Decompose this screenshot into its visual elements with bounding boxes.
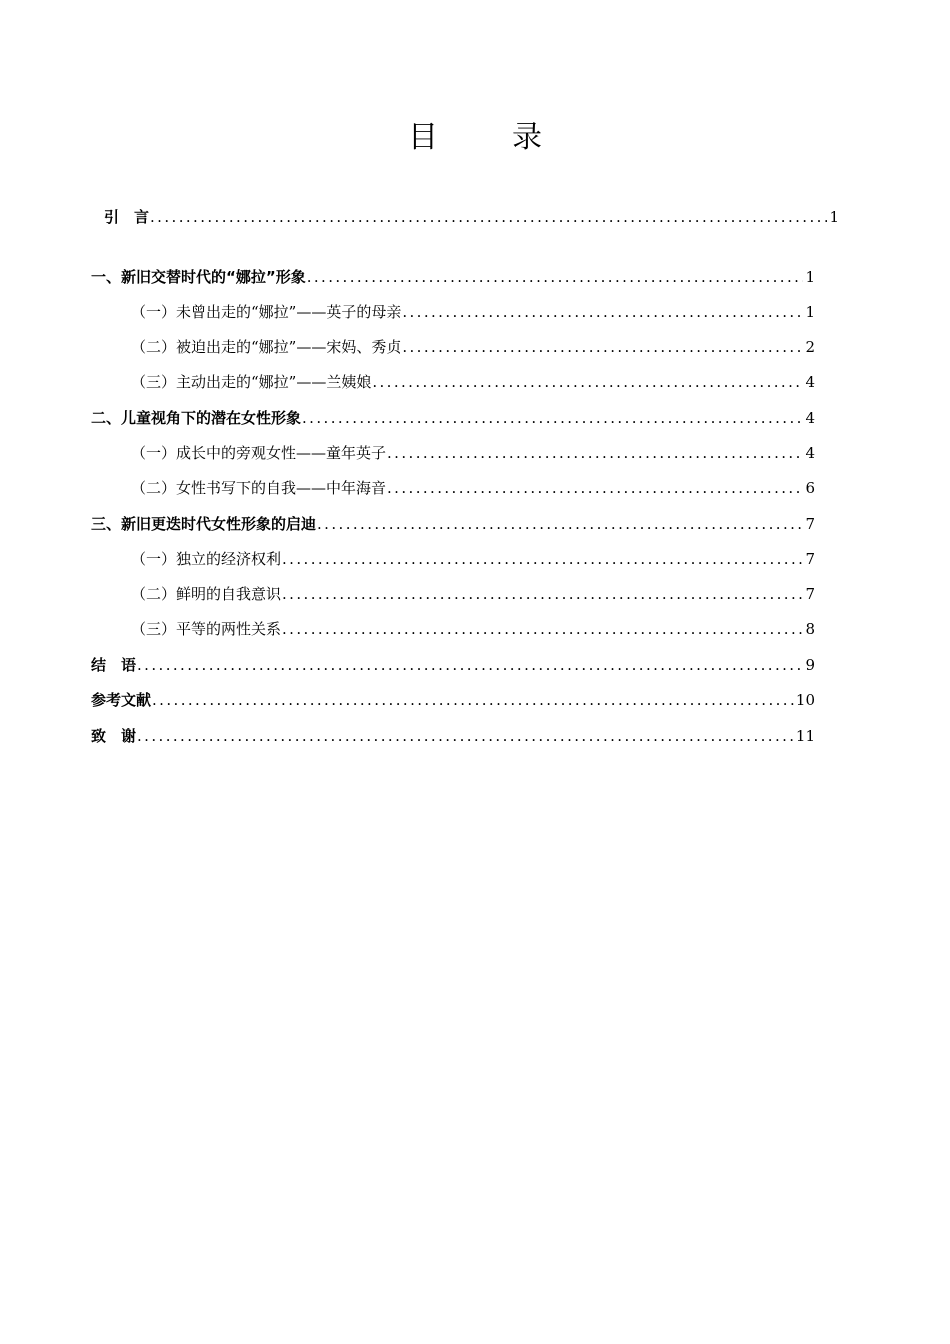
toc-entry-label: （二）被迫出走的“娜拉”——宋妈、秀贞: [131, 338, 402, 356]
toc-entry-section-3-3[interactable]: [91, 618, 815, 640]
toc-leader-dots: [372, 371, 803, 393]
toc-entry-section-2-2[interactable]: [91, 477, 815, 499]
toc-entry-page: 1: [805, 303, 815, 321]
toc-entry-label: 三、新旧更迭时代女性形象的启迪: [91, 515, 317, 533]
toc-entry-label: （三）平等的两性关系: [131, 620, 282, 638]
toc-entry-page: 4: [805, 373, 815, 391]
toc-leader-dots: [387, 442, 803, 464]
toc-entry-section-3[interactable]: [91, 513, 815, 535]
toc-leader-dots: [152, 689, 794, 711]
toc-entry-page: 2: [805, 338, 815, 356]
toc-leader-dots: [137, 725, 794, 747]
toc-entry-page: 7: [805, 585, 815, 603]
toc-entry-page: 9: [805, 656, 815, 674]
toc-leader-dots: [317, 513, 803, 535]
toc-entry-references[interactable]: [91, 689, 815, 711]
toc-leader-dots: [282, 618, 803, 640]
toc-entry-label: 一、新旧交替时代的“娜拉”形象: [91, 268, 306, 286]
toc-entry-label: （一）成长中的旁观女性——童年英子: [131, 444, 387, 462]
toc-entry-page: 8: [805, 620, 815, 638]
toc-leader-dots: [387, 477, 803, 499]
toc-entry-section-3-2[interactable]: [91, 583, 815, 605]
toc-entry-label: （二）女性书写下的自我——中年海音: [131, 479, 387, 497]
toc-entry-section-1-3[interactable]: [91, 371, 815, 393]
toc-entry-section-1-1[interactable]: [91, 301, 815, 323]
toc-leader-dots: [307, 266, 804, 288]
toc-entry-acknowledgements[interactable]: [91, 725, 815, 747]
toc-entry-introduction[interactable]: [91, 206, 839, 228]
toc-entry-page: 7: [805, 550, 815, 568]
toc-entry-label: 二、儿童视角下的潜在女性形象: [91, 409, 302, 427]
toc-leader-dots: [282, 583, 803, 605]
toc-entry-label: （三）主动出走的“娜拉”——兰姨娘: [131, 373, 372, 391]
toc-leader-dots: [137, 654, 803, 676]
toc-entry-page: 1: [805, 268, 815, 286]
toc-entry-page: 11: [795, 727, 815, 745]
toc-entry-section-2-1[interactable]: [91, 442, 815, 464]
toc-leader-dots: [150, 206, 827, 228]
toc-entry-label: 参考文献: [91, 691, 152, 709]
toc-entry-page: 4: [805, 409, 815, 427]
toc-leader-dots: [402, 301, 803, 323]
toc-entry-conclusion[interactable]: [91, 654, 815, 676]
toc-entry-page: 10: [795, 691, 815, 709]
toc-entry-page: 1: [829, 208, 839, 226]
toc-entry-page: 4: [805, 444, 815, 462]
toc-entry-section-1[interactable]: [91, 266, 815, 288]
toc-entry-section-2[interactable]: [91, 407, 815, 429]
toc-entry-page: 7: [805, 515, 815, 533]
toc-entry-label: （一）未曾出走的“娜拉”——英子的母亲: [131, 303, 402, 321]
toc-entry-label: 引 言: [104, 208, 150, 226]
toc-entry-label: 结 语: [91, 656, 137, 674]
toc-entry-label: （一）独立的经济权利: [131, 550, 282, 568]
toc-entry-section-1-2[interactable]: [91, 336, 815, 358]
toc-leader-dots: [302, 407, 803, 429]
toc-entry-page: 6: [805, 479, 815, 497]
toc-leader-dots: [282, 548, 803, 570]
toc-entry-label: （二）鲜明的自我意识: [131, 585, 282, 603]
page-title: 目 录: [408, 120, 564, 155]
toc-entry-section-3-1[interactable]: [91, 548, 815, 570]
toc-leader-dots: [402, 336, 803, 358]
toc-entry-label: 致 谢: [91, 727, 137, 745]
